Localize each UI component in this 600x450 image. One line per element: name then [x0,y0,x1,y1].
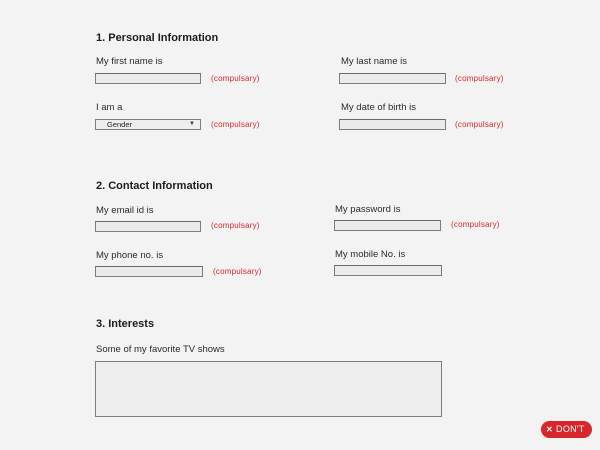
password-label: My password is [335,204,401,215]
gender-selected-value: Gender [107,120,133,129]
first-name-label: My first name is [96,56,163,67]
email-label: My email id is [96,205,154,216]
gender-required: (compulsary) [211,120,260,129]
tv-shows-textarea[interactable] [95,361,442,417]
dont-badge[interactable] [541,421,592,438]
dob-input[interactable] [339,119,446,130]
email-input[interactable] [95,221,201,232]
dob-label: My date of birth is [341,102,416,113]
phone-input[interactable] [95,266,203,277]
dob-required: (compulsary) [455,120,504,129]
section-title-personal: 1. Personal Information [96,32,219,44]
first-name-required: (compulsary) [211,74,260,83]
phone-label: My phone no. is [96,250,164,261]
first-name-input[interactable] [95,73,201,84]
phone-required: (compulsary) [213,267,262,276]
section-title-interests: 3. Interests [96,318,155,330]
password-input[interactable] [334,220,441,231]
dropdown-arrow-icon: ▼ [189,121,195,127]
last-name-input[interactable] [339,73,446,84]
mobile-label: My mobile No. is [335,249,406,260]
section-title-contact: 2. Contact Information [96,180,213,192]
last-name-label: My last name is [341,56,407,67]
tv-shows-label: Some of my favorite TV shows [96,344,225,355]
close-icon: ✕ [546,425,554,434]
mobile-input[interactable] [334,265,442,276]
email-required: (compulsary) [211,221,260,230]
dont-badge-label: DON'T [556,424,585,434]
gender-select[interactable] [95,119,201,130]
gender-label: I am a [96,102,123,113]
last-name-required: (compulsary) [455,74,504,83]
password-required: (compulsary) [451,220,500,229]
